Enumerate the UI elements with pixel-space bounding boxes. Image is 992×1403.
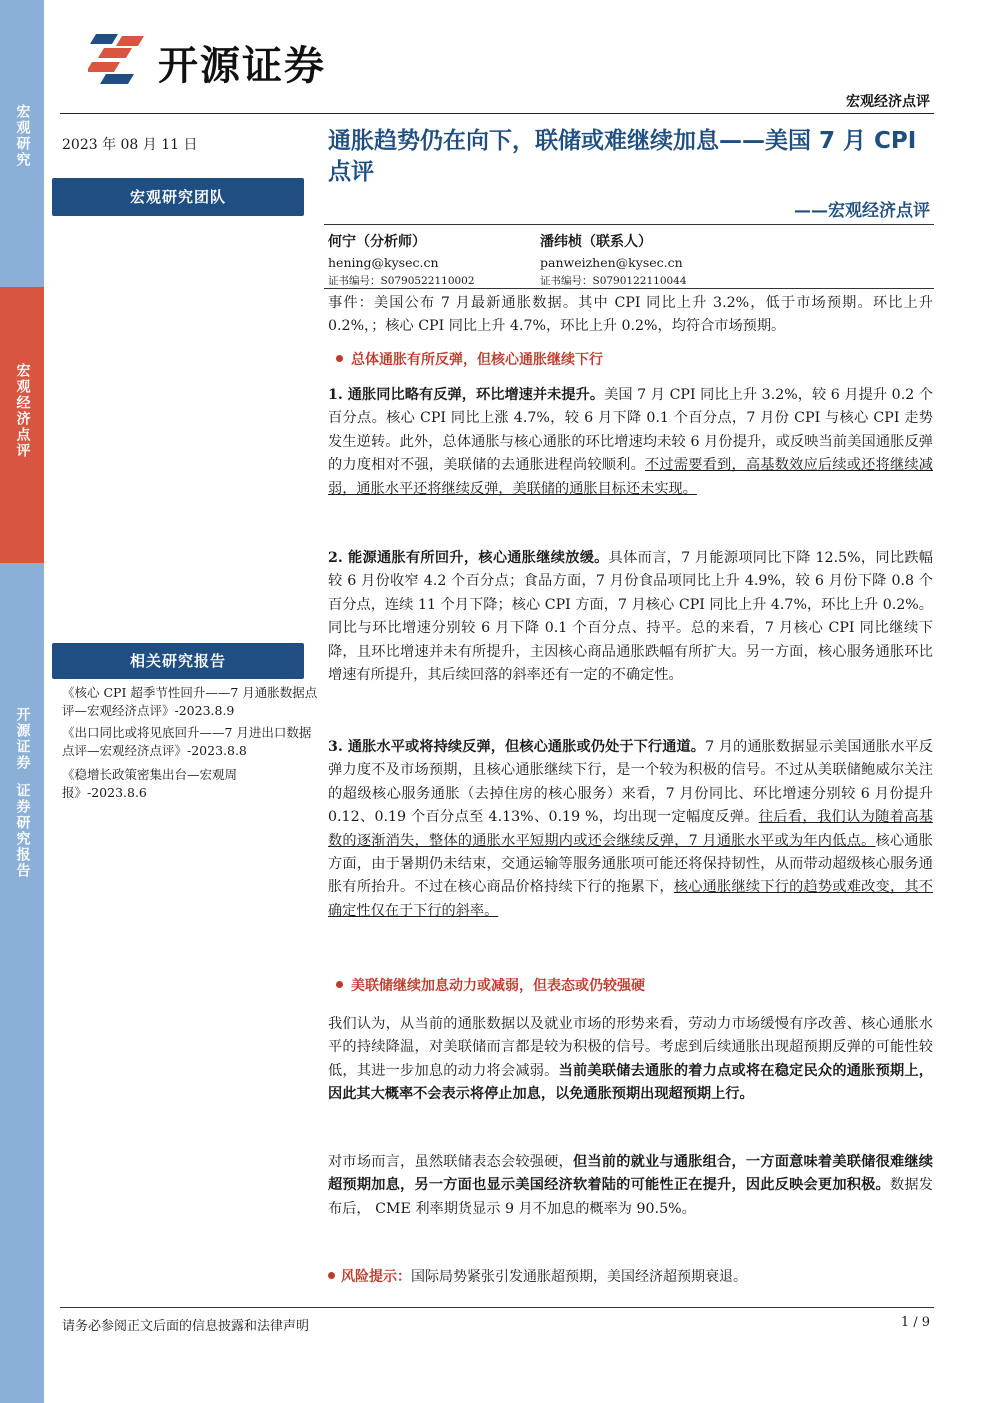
report-date: 2023 年 08 月 11 日 — [62, 137, 198, 153]
report-title: 通胀趋势仍在向下，联储或难继续加息——美国 7 月 CPI 点评 — [328, 128, 917, 185]
sidebar-label-brand: 开源证券 — [14, 707, 31, 771]
report-category: 宏观经济点评 — [846, 94, 930, 110]
paragraph-2-lead: 2. 能源通胀有所回升，核心通胀继续放缓。 — [328, 550, 609, 566]
paragraph-3-underlined-2: 核心通胀继续下行的趋势或难改变，其不确定性仅在于下行的斜率。 — [328, 879, 933, 919]
related-report-item[interactable]: 《稳增长政策密集出台—宏观周报》-2023.8.6 — [62, 767, 238, 800]
sidebar-label-macro-commentary: 宏观经济点评 — [14, 363, 31, 459]
sidebar-section-macro-research — [0, 0, 44, 287]
page-number: 1 / 9 — [900, 1315, 930, 1330]
bullet-dot-icon — [336, 355, 343, 362]
sidebar-section-brand — [0, 563, 44, 1403]
paragraph-3-lead: 3. 通胀水平或将持续反弹，但核心通胀或仍处于下行通道。 — [328, 739, 706, 755]
related-report-item[interactable]: 《出口同比或将见底回升——7 月进出口数据点评—宏观经济点评》-2023.8.8 — [62, 725, 312, 758]
analyst-email[interactable]: panweizhen@kysec.cn — [540, 255, 683, 270]
header-divider — [60, 113, 934, 114]
paragraph-3-underlined: 往后看，我们认为随着高基数的逐渐消失，整体的通胀水平短期内或还会继续反弹，7 月通胀水平或为年内低点。 — [328, 809, 933, 849]
section-heading-inflation — [336, 349, 603, 369]
sidebar-section-macro-commentary — [0, 287, 44, 563]
paragraph-1 — [328, 384, 933, 501]
paragraph-3-text: 7 月的通胀数据显示美国通胀水平反弹力度不及市场预期，且核心通胀继续下行，是一个较为积极的信号。不过从美联储鲍威尔关注的超级核心服务通胀（去掉住房的核心服务）来看，7 月份同比、环比增速分别较 6 月份提升 0.12、0.19 个百分点至 4.13%、0.19 %，均出现一定幅度反弹。 — [328, 739, 933, 826]
analyst-name: 潘纬桢（联系人） — [540, 234, 652, 250]
paragraph-5 — [328, 1151, 933, 1221]
title-divider — [324, 224, 934, 225]
event-paragraph — [328, 292, 933, 339]
analyst-cert: 证书编号：S0790522110002 — [328, 275, 475, 287]
bullet-dot-icon — [328, 1272, 335, 1279]
paragraph-5-text: 对市场而言，虽然联储表态会较强硬， — [328, 1154, 573, 1170]
sidebar-label-macro-research: 宏观研究 — [14, 104, 31, 168]
brand-logo-mark-icon — [88, 32, 148, 86]
section-heading-text: 总体通胀有所反弹，但核心通胀继续下行 — [351, 352, 603, 368]
paragraph-4 — [328, 1013, 933, 1107]
section-heading-text: 美联储继续加息动力或减弱，但表态或仍较强硬 — [351, 978, 645, 994]
paragraph-5-bold: 但当前的就业与通胀组合，一方面意味着美联储很难继续超预期加息，另一方面也显示美国经济软着陆的可能性正在提升，因此反映会更加积极。 — [328, 1154, 933, 1194]
analyst-card — [328, 233, 475, 290]
paragraph-5-text-2: 数据发布后， CME 利率期货显示 9 月不加息的概率为 90.5%。 — [328, 1177, 933, 1217]
paragraph-2-text: 具体而言，7 月能源项同比下降 12.5%，同比跌幅较 6 月份收窄 4.2 个百分点；食品方面，7 月份食品项同比上升 4.9%，较 6 月份下降 0.8 个百分点，连续 11 个月下降；核心 CPI 方面，7 月核心 CPI 同比上升 4.7%，环比上升 0.2%。同比与环比增速分别较 6 月下降 0.1 个百分点、持平。总的来看，7 月核心 CPI 同比继续下降，且环比增速并未有所提升，主因核心商品通胀跌幅有所扩大。另一方面，核心服务通胀环比增速有所提升，其后续回落的斜率还有一定的不确定性。 — [328, 550, 933, 684]
team-banner: 宏观研究团队 — [52, 178, 304, 216]
paragraph-1-text: 美国 7 月 CPI 同比上升 3.2%，较 6 月提升 0.2 个百分点。核心 CPI 同比上涨 4.7%，较 6 月下降 0.1 个百分点，7 月份 CPI 与核心 CPI 走势发生逆转。此外，总体通胀与核心通胀的环比增速均未较 6 月份提升，或反映当前美国通胀反弹的力度相对不强，美联储的去通胀进程尚较顺利。 — [328, 387, 933, 474]
analyst-name: 何宁（分析师） — [328, 234, 426, 250]
brand-name: 开源证券 — [158, 43, 326, 89]
paragraph-4-bold: 当前美联储去通胀的着力点或将在稳定民众的通胀预期上，因此其大概率不会表示将停止加息，以免通胀预期出现超预期上行。 — [328, 1062, 933, 1103]
brand-logo — [88, 28, 388, 90]
related-reports-banner: 相关研究报告 — [52, 643, 304, 679]
risk-warning — [328, 1266, 747, 1286]
sidebar-label-report-type: 证券研究报告 — [14, 783, 31, 879]
paragraph-1-lead: 1. 通胀同比略有反弹，环比增速并未提升。 — [328, 387, 605, 403]
bullet-dot-icon — [336, 981, 343, 988]
risk-text: 国际局势紧张引发通胀超预期，美国经济超预期衰退。 — [411, 1269, 747, 1285]
related-reports-list — [62, 684, 318, 806]
paragraph-4-text: 我们认为，从当前的通胀数据以及就业市场的形势来看，劳动力市场缓慢有序改善、核心通胀水平的持续降温，对美联储而言都是较为积极的信号。考虑到后续通胀出现超预期反弹的可能性较低，其进一步加息的动力将会减弱。 — [328, 1016, 933, 1079]
paragraph-1-underlined: 不过需要看到，高基数效应后续或还将继续减弱，通胀水平还将继续反弹，美联储的通胀目标还未实现。 — [328, 457, 933, 497]
event-text: 事件：美国公布 7 月最新通胀数据。其中 CPI 同比上升 3.2%，低于市场预期。环比上升 0.2%，；核心 CPI 同比上升 4.7%，环比上升 0.2%，均符合市场预期。 — [328, 295, 933, 335]
analyst-card — [540, 233, 687, 290]
paragraph-3 — [328, 736, 933, 923]
footer-divider — [60, 1307, 934, 1308]
risk-label: 风险提示： — [341, 1269, 411, 1285]
paragraph-2 — [328, 547, 933, 687]
related-report-item[interactable]: 《核心 CPI 超季节性回升——7 月通胀数据点评—宏观经济点评》-2023.8.9 — [62, 685, 318, 718]
analyst-email[interactable]: hening@kysec.cn — [328, 255, 439, 270]
report-subtitle: ——宏观经济点评 — [794, 201, 930, 221]
analyst-cert: 证书编号：S0790122110044 — [540, 275, 687, 287]
paragraph-3-text-2: 核心通胀方面，由于暑期仍未结束，交通运输等服务通胀项可能还将保持韧性，从而带动超级核心服务通胀有所抬升。不过在核心商品价格持续下行的拖累下， — [328, 832, 933, 896]
footer-disclaimer: 请务必参阅正文后面的信息披露和法律声明 — [62, 1319, 310, 1334]
section-heading-fed — [336, 975, 645, 995]
analyst-divider — [324, 288, 934, 289]
